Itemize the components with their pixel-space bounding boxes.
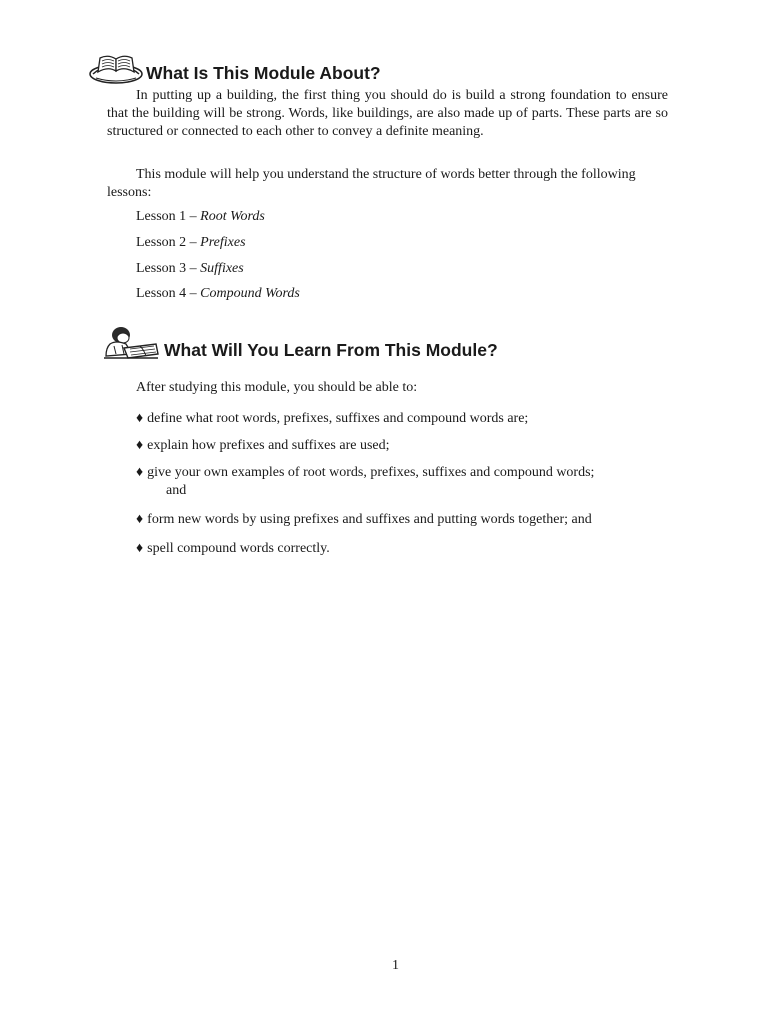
objectives-intro: After studying this module, you should be able to: — [136, 380, 418, 395]
objective-item — [136, 437, 676, 455]
objective-text: spell compound words correctly. — [147, 541, 330, 556]
objective-item — [136, 464, 676, 500]
objective-continuation: and — [166, 483, 187, 498]
section-heading: What Will You Learn From This Module? — [164, 340, 498, 360]
objective-item — [136, 540, 676, 558]
diamond-bullet-icon: ♦ — [136, 438, 144, 453]
lesson-title: Root Words — [200, 209, 265, 224]
student-reading-icon — [102, 324, 160, 367]
objective-item — [136, 511, 676, 529]
lessons-intro-paragraph: This module will help you understand the structure of words better through the following lessons: — [107, 167, 636, 200]
intro-paragraph: In putting up a building, the first thing you should do is build a strong foundation to ensure that the building will be strong. Words, like buildings, are also made up of parts. These parts are so structured or connected to each other to convey a definite meaning. — [107, 88, 668, 139]
objective-item — [136, 410, 676, 428]
lesson-title: Compound Words — [200, 286, 300, 301]
lesson-item — [136, 261, 244, 277]
objective-text: give your own examples of root words, prefixes, suffixes and compound words; — [147, 465, 595, 480]
section-heading: What Is This Module About? — [146, 63, 381, 83]
lesson-item — [136, 209, 265, 225]
diamond-bullet-icon: ♦ — [136, 512, 144, 527]
lesson-title: Suffixes — [200, 261, 244, 276]
lesson-number: Lesson 2 – — [136, 235, 201, 250]
objective-text: form new words by using prefixes and suffixes and putting words together; and — [147, 512, 592, 527]
lesson-number: Lesson 1 – — [136, 209, 201, 224]
lesson-number: Lesson 3 – — [136, 261, 201, 276]
module-about-heading-row — [88, 50, 381, 89]
module-learn-heading-row — [102, 324, 498, 367]
diamond-bullet-icon: ♦ — [136, 541, 144, 556]
diamond-bullet-icon: ♦ — [136, 411, 144, 426]
open-book-icon — [88, 50, 144, 89]
lesson-title: Prefixes — [200, 235, 246, 250]
lesson-number: Lesson 4 – — [136, 286, 201, 301]
page-number: 1 — [392, 958, 399, 973]
diamond-bullet-icon: ♦ — [136, 465, 144, 480]
objective-text: define what root words, prefixes, suffixes and compound words are; — [147, 411, 529, 426]
lesson-item — [136, 235, 246, 251]
objective-text: explain how prefixes and suffixes are used; — [147, 438, 390, 453]
lesson-item — [136, 286, 300, 302]
